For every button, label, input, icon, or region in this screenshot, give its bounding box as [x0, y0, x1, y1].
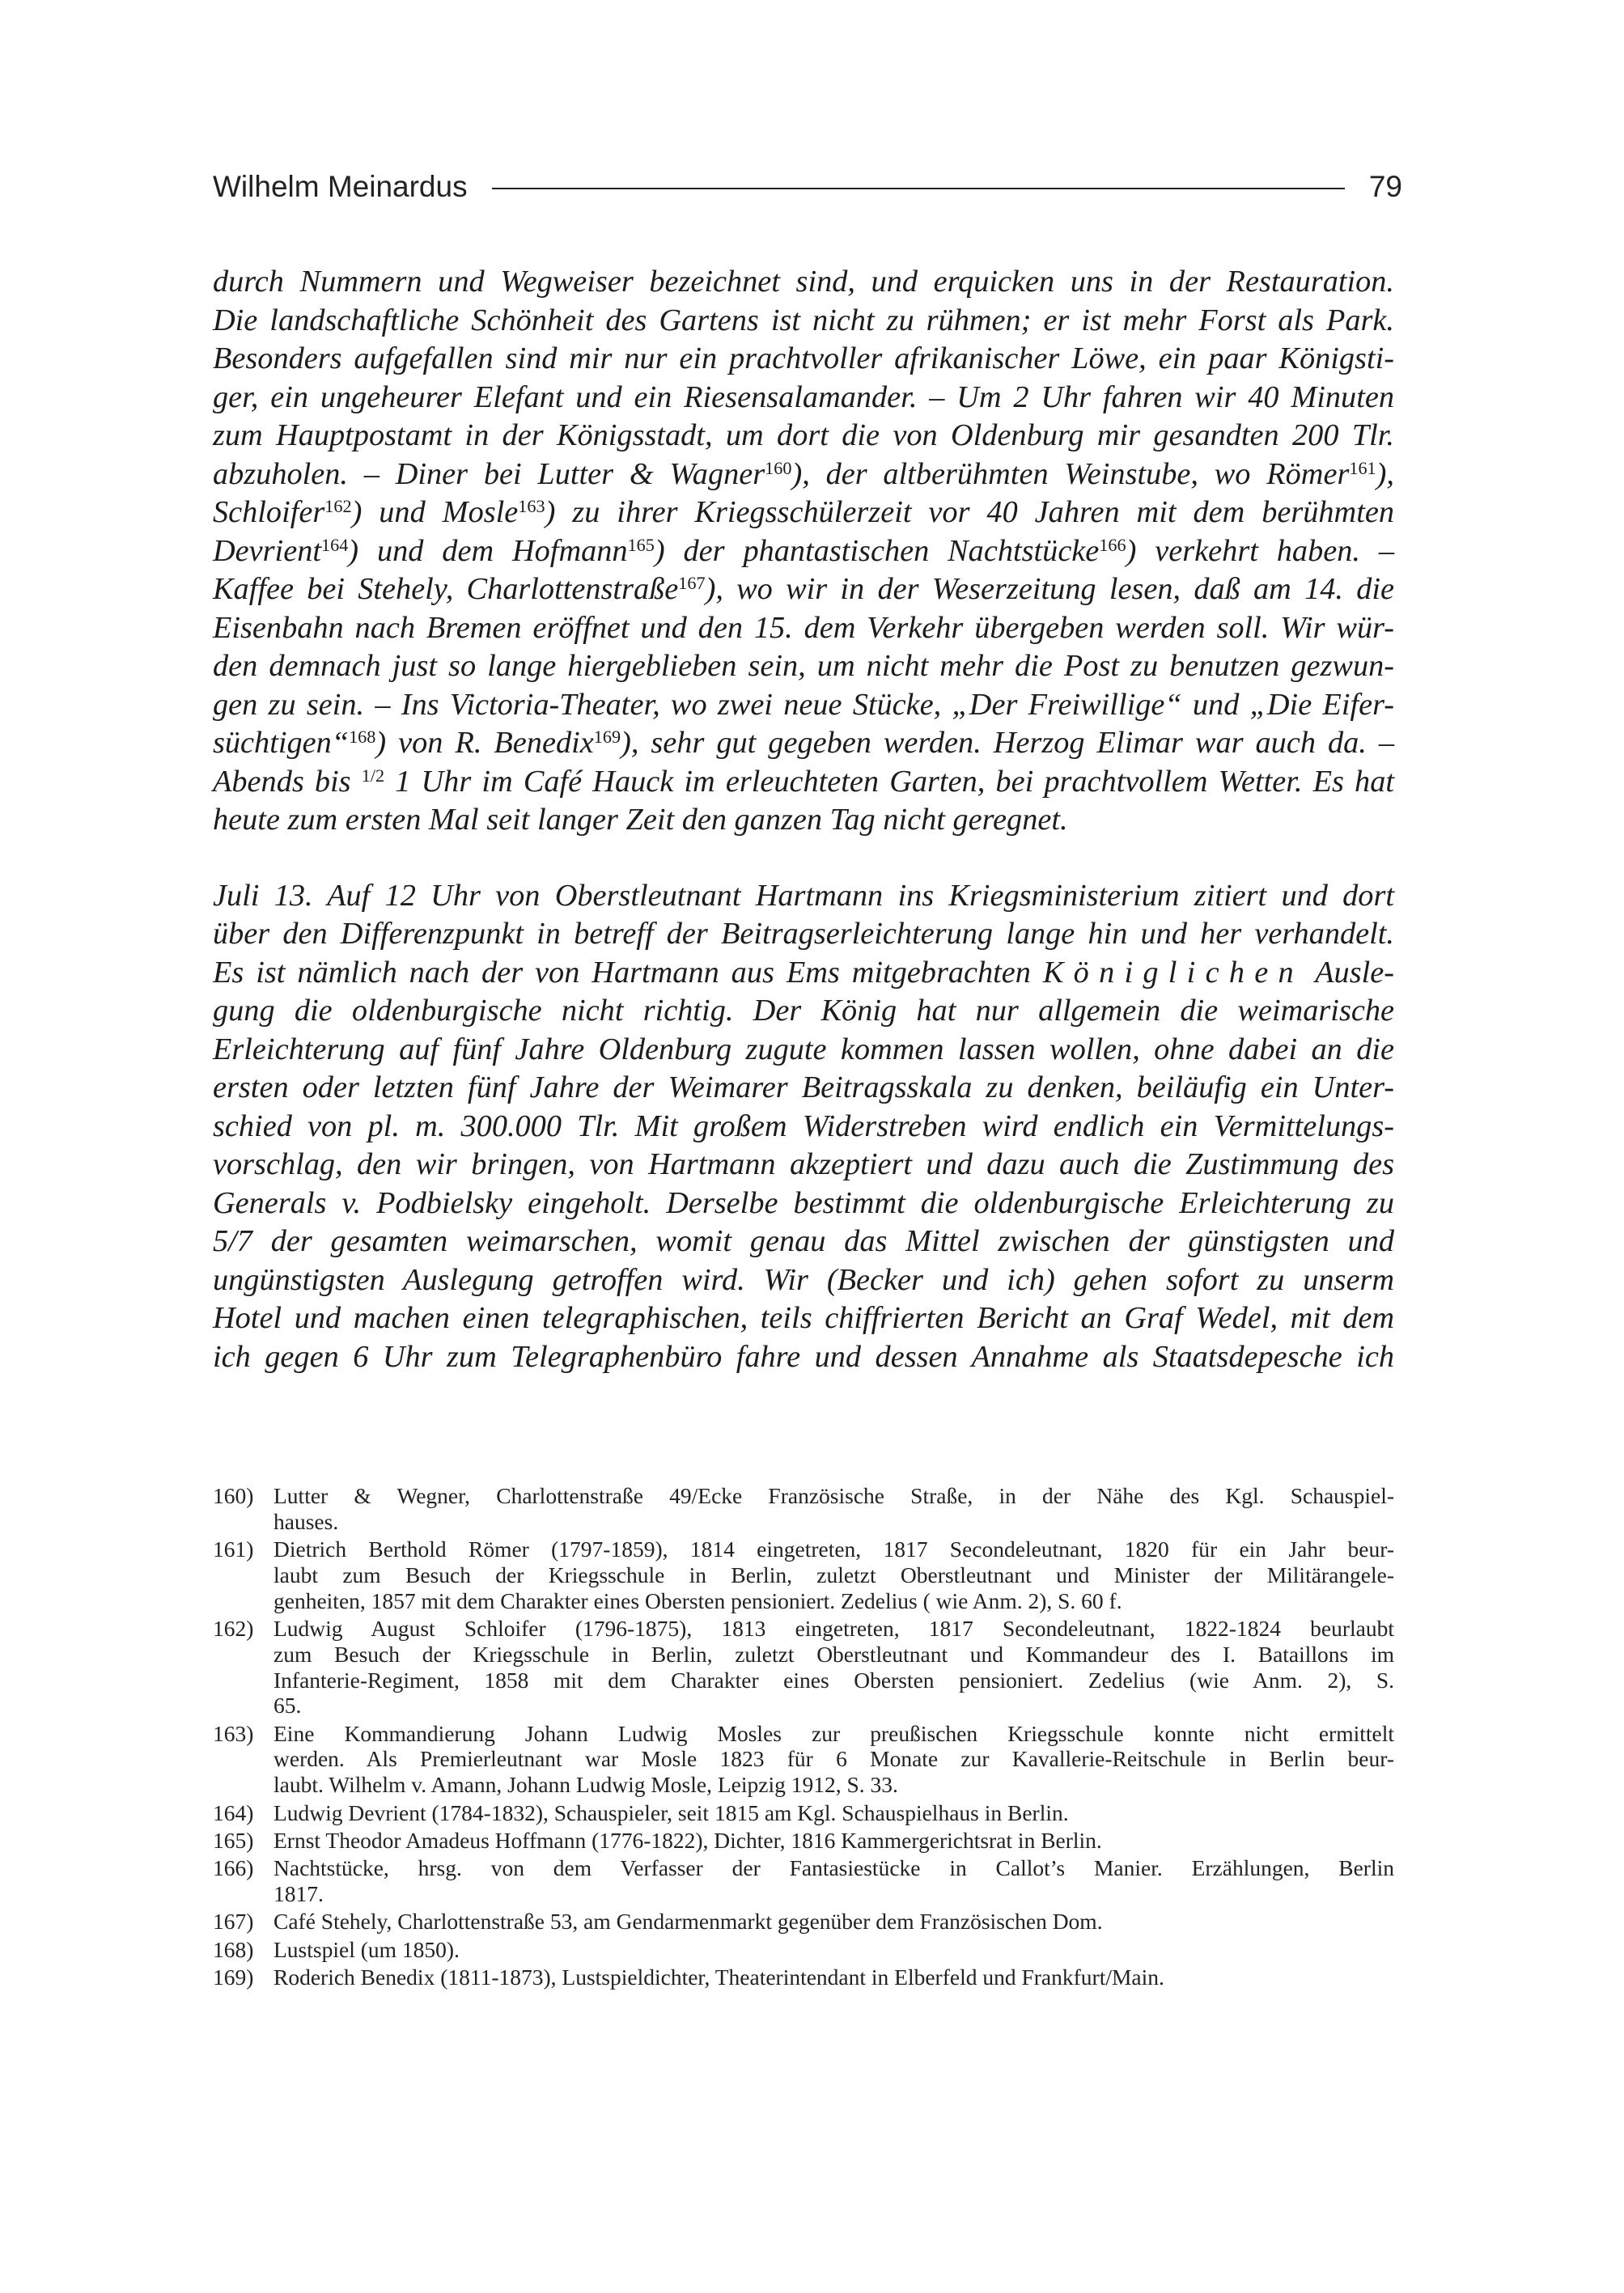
- footnote-line: Lustspiel (um 1850).: [273, 1936, 460, 1962]
- footnote-line: werden. Als Premierleutnant war Mosle 1823 für 6 Monate zur Kavallerie-Reitschule in Berlin beur-: [273, 1746, 1394, 1772]
- footnote-number: 161): [213, 1536, 254, 1562]
- footnote-line: genheiten, 1857 mit dem Charakter eines Obersten pensioniert. Zedelius ( wie Anm. 2), S. 60 f.: [273, 1587, 1122, 1613]
- footnote-ref: 160: [765, 457, 792, 478]
- text-segment: ), wo wir in der Weserzeitung lesen, daß am 14. die: [705, 572, 1394, 606]
- footnote: [213, 1616, 1394, 1719]
- footnote-line: laubt zum Besuch der Kriegsschule in Berlin, zuletzt Oberstleutnant und Minister der Militärangele-: [273, 1562, 1394, 1587]
- footnotes: [213, 1483, 1394, 1992]
- text-line: gung die oldenburgische nicht richtig. Der König hat nur allgemein die weimarische: [213, 994, 1394, 1028]
- page-number: 79: [1368, 170, 1402, 203]
- text-segment: ),: [1376, 456, 1394, 491]
- footnote-text: [273, 1909, 1394, 1935]
- footnote-text: [273, 1800, 1394, 1826]
- text-segment: ) und dem Hofmann: [348, 533, 628, 568]
- text-line: [213, 570, 1394, 609]
- text-line: [213, 532, 1394, 571]
- footnote: [213, 1828, 1394, 1854]
- footnote-line: Eine Kommandierung Johann Ludwig Mosles zur preußischen Kriegsschule konnte nicht ermittelt: [273, 1720, 1394, 1746]
- text-line: [213, 724, 1394, 763]
- text-line: Hotel und machen einen telegraphischen, teils chiffrierten Bericht an Graf Wedel, mit dem: [213, 1301, 1394, 1335]
- footnote-number: 163): [213, 1720, 254, 1746]
- header-author: Wilhelm Meinardus: [213, 170, 468, 203]
- text-line: Die landschaftliche Schönheit des Gartens ist nicht zu rühmen; er ist mehr Forst als Park.: [213, 303, 1394, 337]
- text-line: [213, 763, 1394, 802]
- text-segment: Kaffee bei Stehely, Charlottenstraße: [213, 572, 679, 606]
- text-segment: ) von R. Benedix: [375, 726, 594, 760]
- footnote-line: Nachtstücke, hrsg. von dem Verfasser der Fantasiestücke in Callot’s Manier. Erzählungen, Berlin: [273, 1855, 1394, 1881]
- footnote-number: 168): [213, 1936, 254, 1962]
- text-line: [213, 456, 1394, 494]
- paragraph-1: [213, 263, 1394, 840]
- footnote-number: 165): [213, 1827, 254, 1853]
- text-segment: ) und Mosle: [351, 495, 519, 529]
- text-segment: ) verkehrt haben. –: [1126, 533, 1394, 568]
- footnote-number: 160): [213, 1483, 254, 1508]
- spaced-emphasis: Königlichen: [1042, 955, 1304, 990]
- footnote-ref: 169: [593, 726, 621, 747]
- text-line: schied von pl. m. 300.000 Tlr. Mit großem Widerstreben wird endlich ein Vermittelungs-: [213, 1108, 1394, 1143]
- footnote-line: 1817.: [273, 1880, 324, 1906]
- footnote-line: hauses.: [273, 1508, 339, 1534]
- text-segment: ), der altberühmten Weinstube, wo Römer: [791, 456, 1350, 491]
- text-segment: Abends bis: [213, 764, 362, 799]
- footnote-line: Ludwig August Schloifer (1796-1875), 1813 eingetreten, 1817 Secondeleutnant, 1822-1824 beurlaubt: [273, 1615, 1394, 1641]
- text-line: durch Nummern und Wegweiser bezeichnet sind, und erquicken uns in der Restauration.: [213, 265, 1394, 299]
- text-segment: Es ist nämlich nach der von Hartmann aus Ems mitgebrachten: [213, 955, 1043, 990]
- footnote-line: 65.: [273, 1693, 302, 1719]
- text-segment: abzuholen. – Diner bei Lutter & Wagner: [213, 456, 765, 491]
- footnote-line: Café Stehely, Charlottenstraße 53, am Gendarmenmarkt gegenüber dem Französischen Dom.: [273, 1909, 1103, 1935]
- footnote-text: [273, 1536, 1394, 1613]
- footnote: [213, 1937, 1394, 1963]
- text-segment: Devrient: [213, 533, 321, 568]
- text-line: Juli 13. Auf 12 Uhr von Oberstleutnant Hartmann ins Kriegsministerium zitiert und dort: [213, 878, 1394, 913]
- footnote-line: Dietrich Berthold Römer (1797-1859), 1814 eingetreten, 1817 Secondeleutnant, 1820 für ein Jahr beur-: [273, 1536, 1394, 1562]
- header-rule: [492, 188, 1345, 189]
- text-line: [213, 954, 1394, 993]
- footnote-line: Ernst Theodor Amadeus Hoffmann (1776-1822), Dichter, 1816 Kammergerichtsrat in Berlin.: [273, 1827, 1102, 1853]
- footnote: [213, 1855, 1394, 1907]
- footnote-ref: 163: [518, 495, 545, 516]
- text-line: den demnach just so lange hiergeblieben sein, um nicht mehr die Post zu benutzen gezwun-: [213, 649, 1394, 683]
- footnote-ref: 162: [324, 495, 352, 516]
- text-segment: ), sehr gut gegeben werden. Herzog Elimar war auch da. –: [621, 726, 1394, 760]
- footnote: [213, 1483, 1394, 1535]
- text-line: ungünstigsten Auslegung getroffen wird. Wir (Becker und ich) gehen sofort zu unserm: [213, 1262, 1394, 1297]
- text-segment: Schloifer: [213, 495, 325, 529]
- footnote-text: [273, 1855, 1394, 1907]
- footnote-ref: 164: [320, 534, 349, 555]
- footnote: [213, 1800, 1394, 1826]
- text-line: Eisenbahn nach Bremen eröffnet und den 15. dem Verkehr übergeben werden soll. Wir wür-: [213, 610, 1394, 645]
- text-line: über den Differenzpunkt in betreff der Beitragserleichterung lange hin und her verhandelt.: [213, 917, 1394, 951]
- text-line: 5/7 der gesamten weimarschen, womit genau das Mittel zwischen der günstigsten und: [213, 1224, 1394, 1258]
- text-line: heute zum ersten Mal seit langer Zeit den ganzen Tag nicht geregnet.: [213, 803, 1068, 837]
- footnote-line: Roderich Benedix (1811-1873), Lustspieldichter, Theaterintendant in Elberfeld und Frankfurt/Main.: [273, 1964, 1164, 1990]
- footnote-line: zum Besuch der Kriegsschule in Berlin, zuletzt Oberstleutnant und Kommandeur des I. Bataillons im: [273, 1641, 1394, 1667]
- footnote-ref: 165: [627, 534, 655, 555]
- text-segment: Ausle-: [1303, 955, 1394, 990]
- text-line: Generals v. Podbielsky eingeholt. Derselbe bestimmt die oldenburgische Erleichterung zu: [213, 1185, 1394, 1220]
- footnote-line: Lutter & Wegner, Charlottenstraße 49/Ecke Französische Straße, in der Nähe des Kgl. Schauspiel-: [273, 1483, 1394, 1508]
- footnote-text: [273, 1721, 1394, 1798]
- footnote: [213, 1536, 1394, 1613]
- footnote-number: 167): [213, 1909, 254, 1935]
- text-segment: süchtigen“: [213, 726, 350, 760]
- text-line: ger, ein ungeheurer Elefant und ein Riesensalamander. – Um 2 Uhr fahren wir 40 Minuten: [213, 379, 1394, 414]
- footnote-text: [273, 1937, 1394, 1963]
- text-segment: ) der phantastischen Nachtstücke: [654, 533, 1100, 568]
- paragraph-2: [213, 877, 1394, 1377]
- footnote-number: 169): [213, 1964, 254, 1990]
- footnote-ref: 167: [678, 572, 706, 593]
- footnote-text: [273, 1828, 1394, 1854]
- footnote-line: Infanterie-Regiment, 1858 mit dem Charakter eines Obersten pensioniert. Zedelius (wie Anm. 2), S.: [273, 1667, 1394, 1693]
- footnote-line: Ludwig Devrient (1784-1832), Schauspieler, seit 1815 am Kgl. Schauspielhaus in Berlin.: [273, 1799, 1069, 1825]
- text-segment: ) zu ihrer Kriegsschülerzeit vor 40 Jahren mit dem berühmten: [545, 495, 1394, 529]
- footnote-text: [273, 1616, 1394, 1719]
- footnote-text: [273, 1965, 1394, 1990]
- footnote: [213, 1965, 1394, 1990]
- main-text: [213, 263, 1394, 1376]
- text-line: ich gegen 6 Uhr zum Telegraphenbüro fahre und dessen Annahme als Staatsdepesche ich: [213, 1339, 1394, 1374]
- text-line: vorschlag, den wir bringen, von Hartmann akzeptiert und dazu auch die Zustimmung des: [213, 1147, 1394, 1181]
- footnote-number: 164): [213, 1799, 254, 1825]
- text-line: Besonders aufgefallen sind mir nur ein prachtvoller afrikanischer Löwe, ein paar Königsti-: [213, 341, 1394, 375]
- text-line: gen zu sein. – Ins Victoria-Theater, wo zwei neue Stücke, „Der Freiwillige“ und „Die Eifer-: [213, 687, 1394, 722]
- text-segment: 1 Uhr im Café Hauck im erleuchteten Garten, bei prachtvollem Wetter. Es hat: [384, 764, 1394, 799]
- footnote-line: laubt. Wilhelm v. Amann, Johann Ludwig Mosle, Leipzig 1912, S. 33.: [273, 1772, 898, 1798]
- text-line: ersten oder letzten fünf Jahre der Weimarer Beitragsskala zu denken, beiläufig ein Unter-: [213, 1070, 1394, 1104]
- footnote-number: 162): [213, 1615, 254, 1641]
- text-line: [213, 494, 1394, 532]
- footnote-ref: 161: [1349, 457, 1376, 478]
- running-header: [213, 159, 1402, 215]
- fraction: 1/2: [361, 765, 385, 786]
- footnote-text: [273, 1483, 1394, 1535]
- text-line: Erleichterung auf fünf Jahre Oldenburg zugute kommen lassen wollen, ohne dabei an die: [213, 1032, 1394, 1066]
- text-line: zum Hauptpostamt in der Königsstadt, um dort die von Oldenburg mir gesandten 200 Tlr.: [213, 418, 1394, 452]
- footnote-ref: 166: [1099, 534, 1126, 555]
- footnote: [213, 1721, 1394, 1798]
- footnote: [213, 1909, 1394, 1935]
- footnote-number: 166): [213, 1855, 254, 1881]
- footnote-ref: 168: [349, 726, 376, 747]
